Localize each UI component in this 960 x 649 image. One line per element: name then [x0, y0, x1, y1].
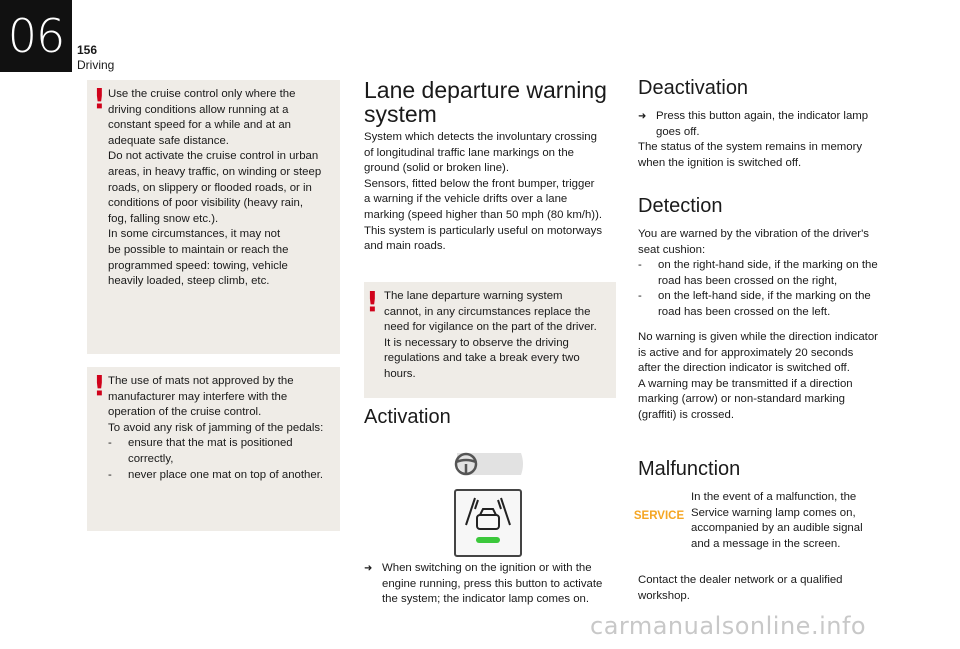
line: This system is particularly useful on motorways — [364, 224, 603, 237]
service-label: SERVICE — [633, 510, 685, 522]
detection-more-text — [638, 330, 900, 424]
line: workshop. — [638, 589, 690, 602]
line: A warning may be transmitted if a direction — [638, 377, 853, 390]
line: regulations and take a break every two — [384, 352, 580, 365]
line: when the ignition is switched off. — [638, 156, 802, 169]
mats-warning-box — [87, 367, 340, 531]
line: You are warned by the vibration of the driver's — [638, 228, 869, 240]
line: operation of the cruise control. — [108, 406, 262, 419]
line: seat cushion: — [638, 243, 706, 256]
line: correctly, — [128, 452, 174, 465]
line: It is necessary to observe the driving — [384, 336, 569, 349]
warning-exclamation-icon: ! — [366, 285, 379, 318]
line: ground (solid or broken line). — [364, 162, 509, 175]
line: be possible to maintain or reach the — [108, 243, 289, 256]
malfunction-text — [691, 490, 901, 552]
line: adequate safe distance. — [108, 134, 229, 147]
lane-departure-warning-box — [364, 282, 616, 398]
line: Contact the dealer network or a qualified — [638, 574, 843, 586]
line: driving conditions allow running at a — [108, 103, 289, 116]
line: constant speed for a while and at an — [108, 119, 292, 132]
activation-instruction — [364, 561, 620, 608]
line: Press this button again, the indicator lamp — [656, 110, 869, 122]
dash-bullet: - — [108, 468, 112, 481]
section-title-detection: Detection — [638, 195, 723, 217]
line: cannot, in any circumstances replace the — [384, 305, 591, 318]
line: (graffiti) is crossed. — [638, 408, 735, 421]
detection-text — [638, 227, 900, 321]
line: System which detects the involuntary crossing — [364, 131, 597, 143]
warning-exclamation-icon: ! — [93, 369, 106, 402]
line: ensure that the mat is positioned — [128, 437, 293, 450]
line: areas, in heavy traffic, on winding or steep — [108, 165, 322, 178]
chapter-number-tab: 06 — [0, 0, 72, 72]
arrow-right-icon: ➜ — [638, 111, 647, 122]
chapter-name: Driving — [77, 58, 115, 72]
line: The lane departure warning system — [384, 290, 563, 302]
line: Sensors, fitted below the front bumper, trigger — [364, 177, 595, 190]
line: The use of mats not approved by the — [108, 375, 294, 387]
line: Do not activate the cruise control in urban — [108, 150, 319, 163]
lane-departure-button[interactable] — [454, 489, 522, 557]
line: the system; the indicator lamp comes on. — [382, 593, 590, 606]
line: is active and for approximately 20 seconds — [638, 346, 854, 359]
lane-departure-intro — [364, 130, 624, 255]
line: engine running, press this button to activate — [382, 577, 603, 590]
line: No warning is given while the direction indicator — [638, 331, 878, 343]
line: on the left-hand side, if the marking on the — [658, 290, 871, 303]
line: To avoid any risk of jamming of the pedals: — [108, 421, 324, 434]
service-warning-icon — [633, 507, 685, 522]
line: Service warning lamp comes on, — [691, 506, 856, 519]
warning-text — [108, 374, 340, 483]
line: heavily loaded, steep climb, etc. — [108, 275, 270, 288]
deactivation-memory-note — [638, 140, 898, 171]
dash-bullet: - — [108, 437, 112, 450]
line: In the event of a malfunction, the — [691, 491, 857, 503]
dash-bullet: - — [638, 290, 642, 303]
line: marking (speed higher than 50 mph (80 km/h)). — [364, 208, 603, 221]
watermark: carmanualsonline.info — [590, 612, 867, 640]
title-line: Lane departure warning — [364, 77, 607, 103]
list-item — [108, 436, 340, 467]
line: hours. — [384, 367, 416, 380]
line: accompanied by an audible signal — [691, 522, 863, 535]
lane-departure-icon — [456, 491, 520, 555]
deactivation-instruction — [638, 109, 898, 140]
line: road has been crossed on the left. — [658, 305, 831, 318]
page-number: 156 — [77, 43, 98, 57]
line: never place one mat on top of another. — [128, 468, 324, 481]
list-item — [638, 289, 900, 320]
line: roads, on slippery or flooded roads, or in — [108, 181, 312, 194]
line: need for vigilance on the part of the driver. — [384, 321, 597, 334]
line: a warning if the vehicle drifts over a lane — [364, 193, 568, 206]
section-title-activation: Activation — [364, 406, 451, 428]
line: road has been crossed on the right, — [658, 274, 838, 287]
line: and main roads. — [364, 240, 446, 253]
title-line: system — [364, 101, 437, 127]
line: after the direction indicator is switched off. — [638, 362, 850, 375]
list-item — [108, 468, 340, 484]
line: conditions of poor visibility (heavy rain, — [108, 197, 303, 210]
line: of longitudinal traffic lane markings on the — [364, 146, 575, 159]
warning-exclamation-icon: ! — [93, 82, 106, 115]
line: Use the cruise control only where the — [108, 88, 296, 100]
line: marking (arrow) or non-standard marking — [638, 393, 846, 406]
line: manufacturer may interfere with the — [108, 390, 288, 403]
line: on the right-hand side, if the marking on the — [658, 259, 878, 272]
line: goes off. — [656, 125, 700, 138]
dash-bullet: - — [638, 259, 642, 272]
line: The status of the system remains in memory — [638, 141, 863, 153]
line: and a message in the screen. — [691, 537, 841, 550]
section-title-deactivation: Deactivation — [638, 77, 749, 99]
steering-switch-icon — [449, 451, 525, 477]
list-item — [638, 258, 900, 289]
warning-text — [384, 289, 616, 383]
line: fog, falling snow etc.). — [108, 212, 219, 225]
warning-text — [108, 87, 338, 290]
section-title-malfunction: Malfunction — [638, 458, 741, 480]
line: programmed speed: towing, vehicle — [108, 259, 288, 272]
section-title-lane-departure — [364, 78, 607, 126]
cruise-control-warning-box — [87, 80, 340, 354]
line: When switching on the ignition or with the — [382, 562, 592, 574]
contact-dealer-text — [638, 573, 900, 604]
arrow-right-icon: ➜ — [364, 563, 373, 574]
line: In some circumstances, it may not — [108, 228, 281, 241]
